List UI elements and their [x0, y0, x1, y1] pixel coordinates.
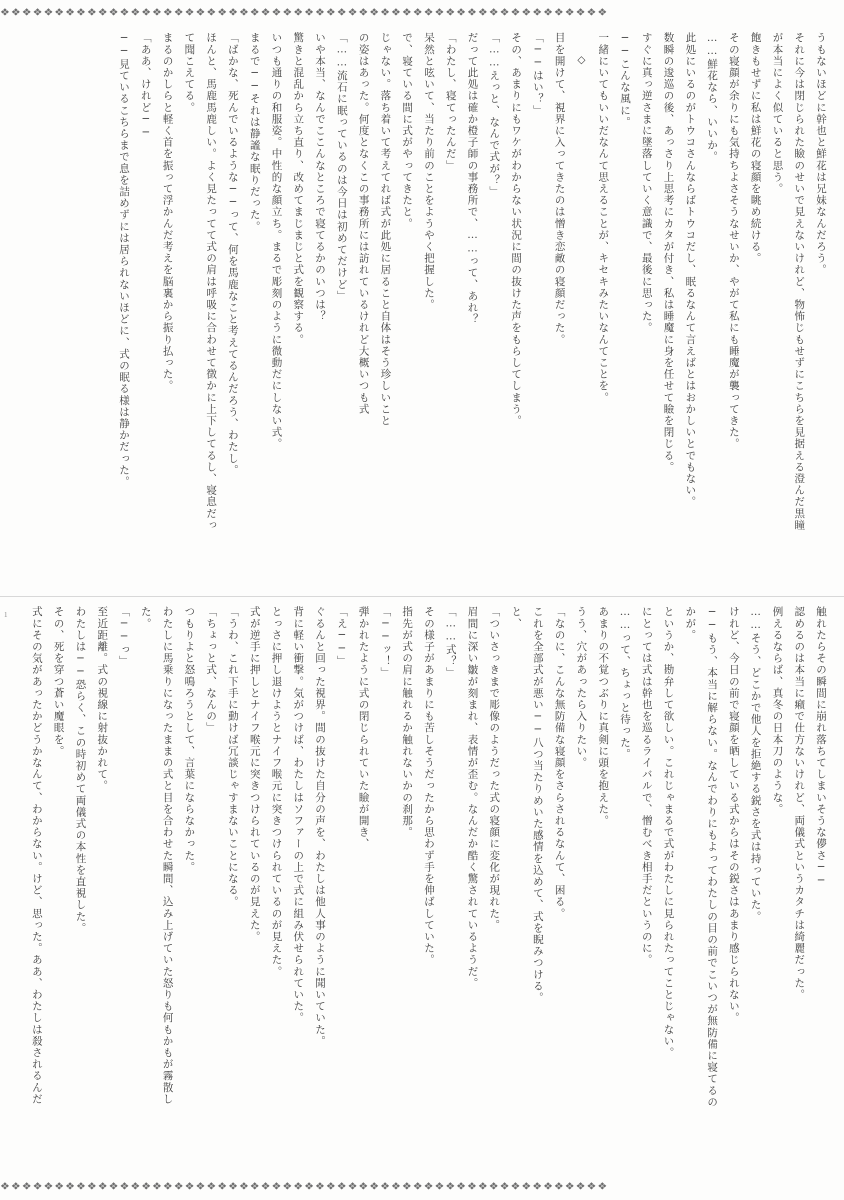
text-column: というか、勘弁して欲しい。これじゃまるで式がわたしに見られたってことじゃない。	[662, 606, 675, 1059]
text-column: とっさに押し退けようとナイフ喉元に突きつけられているのが見えた。	[270, 606, 283, 978]
text-column: 式にその気があったかどうかなんて、わからない。けど、思った。ああ、わたしは殺されるんだ	[30, 606, 43, 1105]
text-column: まるで──それは静謐な眠りだった。	[248, 32, 261, 233]
text-column: いつも通りの和服姿。中性的な顔立ち。まるで彫刻のように微動だにしない式。	[270, 32, 283, 450]
text-column: その、あまりにもワケがわからない状況に間の抜けた声をもらしてしまう。	[510, 32, 523, 427]
text-column: 目を開けて、視界に入ってきたのは憎き恋敵の寝顔だった。	[553, 32, 566, 346]
text-column: これを全部式が悪い──八つ当たりめいた感情を込めて、式を睨みつける。	[531, 606, 544, 1004]
text-column: 数瞬の逡巡の後、あっさり上思考にカタが付き、私は睡魔に身を任せて瞼を閉じる。	[662, 32, 675, 473]
text-column: あまりの不覚つぶりに真剣に頭を抱えた。	[597, 606, 610, 827]
text-column: 「わたし、寝てったんだ」	[444, 32, 457, 172]
text-column: の姿はあった。何度となくこの事務所には訪れているけれど大概いつも式	[357, 32, 370, 415]
text-column: ほんと、馬鹿馬鹿しい。よく見たってて式の肩は呼吸に合わせて徴かに上下してるし、寝息だっ	[205, 32, 218, 531]
ornament-border-top	[0, 6, 844, 20]
text-column: ……って、ちょっと待った。	[618, 606, 631, 760]
text-column: 背に軽い衝撃。気がつけば、わたしはソファーの上で式に組み伏せられていた。	[292, 606, 305, 1024]
text-column: て聞こえてる。	[183, 32, 196, 114]
text-column: わたしは──恐らく、この時初めて両儀式の本性を直視した。	[74, 606, 87, 934]
text-column: ──もう、本当に解らない。なんでわりにもよってわたしの目の前でこいつが無防備に寝てるの	[706, 606, 719, 1108]
text-column: 認めるのは本当に癪で仕方ないけれど、両儀式というカタチは綺麗だった。	[793, 606, 806, 1001]
text-column: 「……式？」	[444, 606, 457, 679]
text-column: ──見ているこちらまで息を詰めずには居られないほどに、式の眠る様は静かだった。	[118, 32, 130, 488]
ornament-border-bottom	[0, 1180, 844, 1194]
text-column: ぐるんと回った視界。間の抜けた自分の声を、わたしは他人事のように聞いていた。	[314, 606, 327, 1047]
text-column: 例えるならば、真冬の日本刀のような。	[771, 606, 784, 815]
page-folio: 1	[4, 611, 8, 619]
text-column: ◇	[575, 54, 588, 68]
text-column: ……そう、どこかで他人を拒絶する鋭さを式は持っていた。	[749, 606, 762, 923]
text-column: その、死を穿つ蒼い魔眼を。	[52, 606, 65, 757]
text-column: うう、穴があったら入りたい。	[575, 606, 588, 769]
text-column: すぐに真っ逆さまに墜落していく意識で、最後に思った。	[640, 32, 653, 334]
text-column: けれど、今日の前で寝顔を晒している式からはその鋭さはあまり感じられない。	[727, 606, 740, 1024]
ornament-bottom-glyphs: ❖❖❖❖❖❖❖❖❖❖❖❖❖❖❖❖❖❖❖❖❖❖❖❖❖❖❖❖❖❖❖❖❖❖❖❖❖❖❖❖❖❖❖❖❖❖❖❖❖❖❖❖❖❖❖❖	[0, 1180, 609, 1193]
text-column: わたしに馬乗りになったままの式と目を合わせた瞬間、込み上げていた怒りも何もかもが霧散し	[161, 606, 174, 1105]
panel-divider	[0, 596, 844, 597]
upper-text-columns	[18, 32, 830, 586]
text-column: じゃない。落ち着いて考えてれば式が此処に居ること自体はそう珍しいこと	[379, 32, 392, 427]
ornament-top-glyphs: ❖❖❖❖❖❖❖❖❖❖❖❖❖❖❖❖❖❖❖❖❖❖❖❖❖❖❖❖❖❖❖❖❖❖❖❖❖❖❖❖❖❖❖❖❖❖❖❖❖❖❖❖❖❖❖❖	[0, 6, 609, 19]
text-column: が本当によく似ていると思う。	[771, 32, 784, 195]
text-column: うもないほどに幹也と鮮花は兄妹なんだろう。	[815, 32, 827, 276]
text-column: 「うわ、これ下手に動けば冗談じゃすまないことになる。	[226, 606, 239, 908]
text-column: ──こんな風に。	[618, 32, 631, 128]
text-column: 弾かれたように式の閉じられていた瞼が開き、	[357, 606, 370, 850]
text-column: 「……流石に眠っているのは今日は初めてだけど」	[335, 32, 348, 302]
text-column: いや本当、なんでここんなところで寝てるかのいつは？	[314, 32, 327, 322]
lower-text-columns	[18, 606, 830, 1160]
text-column: 「──っ」	[118, 606, 130, 667]
text-column: 「ちょっと式、なんの」	[205, 606, 218, 734]
text-column: 「なのに、こんな無防備な寝顔をさらされるなんて、困る。	[553, 606, 566, 920]
text-column: 「ついさっきまで彫像のようだった式の寝顔に変化が現れた。	[488, 606, 501, 931]
text-column: にとっては式は幹也を巡るライバルで、憎むべき相手だというのに。	[640, 606, 653, 966]
text-column: 触れたらその瞬間に崩れ落ちてしまいそうな儚さ──	[815, 606, 827, 888]
text-column: た。	[139, 606, 152, 630]
lower-page-panel	[0, 600, 844, 1166]
text-column: 指先が式の肩に触れるか触れないかの刹那。	[401, 606, 414, 838]
text-column: 此処にいるのがトウコさんならばトウコだし、眠るなんて言えばとはおかしいとでもない。	[684, 32, 697, 508]
text-column: その様子があまりにも苦しそうだったから思わず手を伸ばしていた。	[422, 606, 435, 966]
text-column: と、	[510, 606, 523, 630]
text-column: 至近距離。式の視線に射抜かれて。	[96, 606, 109, 792]
upper-page-panel	[0, 26, 844, 592]
text-column: 式が逆手に押しとナイフ喉元に突きつけられているのが見えた。	[248, 606, 261, 943]
text-column: 「──ッ！」	[379, 606, 392, 679]
text-column: 「え──」	[335, 606, 348, 667]
text-column: それに今は閉じられた瞼のせいで見えないけれど、物怖じもせずにこちらを見据える澄んだ黒瞳	[793, 32, 806, 531]
text-column: 「……えっと、なんで式が？」	[488, 32, 501, 198]
text-column: 眉間に深い皺が刻まれ、表情が歪む。なんだか酷く驚されているようだ。	[466, 606, 479, 989]
text-column: 驚きと混乱から立ち直り、改めてまじまじと式を観察する。	[292, 32, 305, 346]
text-column: 「ああ、けれど──	[139, 32, 152, 140]
text-column: その寝顔が余りにも気持ちよさそうなせいか、やがて私にも睡魔が襲ってきた。	[727, 32, 740, 450]
text-column: 一緒にいてもいいだなんて思えることが、キセキみたいなんてことを。	[597, 32, 610, 404]
text-column: だって此処は確か橙子師の事務所で、……って、あれ？	[466, 32, 479, 325]
text-column: 「ばかな、死んでいるような──って、何を馬鹿なこと考えてるんだろう、わたし。	[226, 32, 239, 476]
text-column: ……鮮花なら、いいか。	[706, 32, 719, 163]
text-column: 「──はい？」	[531, 32, 544, 117]
text-column: かが。	[684, 606, 697, 641]
text-column: で、寝ている間に式がやってきたと。	[401, 32, 414, 230]
text-column: 呆然と呟いて、当たり前のことをようやく把握した。	[422, 32, 435, 311]
text-column: まるのかしらと軽く首を振って浮かんだ考えを脳裏から振り払った。	[161, 32, 174, 392]
page-spread	[0, 26, 844, 1174]
text-column: 飽きもせずに私は鮮花の寝顔を眺め続ける。	[749, 32, 762, 264]
text-column: つもりよと怒鳴ろうとして、言葉にならなかった。	[183, 606, 196, 873]
